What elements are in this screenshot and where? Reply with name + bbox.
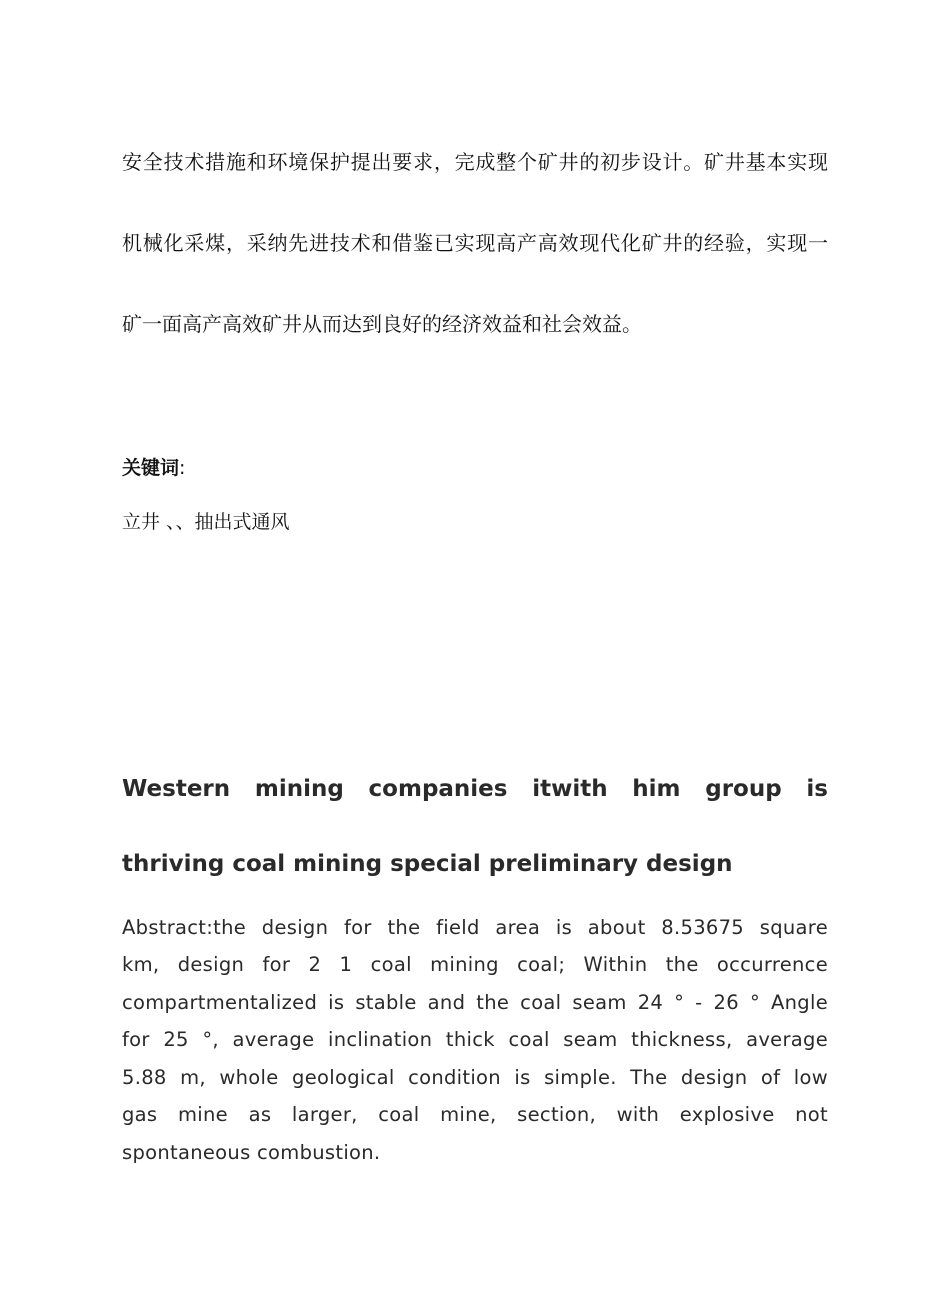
chinese-abstract-line: 矿一面高产高效矿井从而达到良好的经济效益和社会效益。 (122, 312, 642, 336)
english-abstract-line: compartmentalized is stable and the coal seam 24 ° - 26 ° Angle (122, 991, 828, 1014)
english-abstract-line: Abstract:the design for the field area is about 8.53675 square (122, 916, 828, 939)
chinese-abstract-line: 机械化采煤，采纳先进技术和借鉴已实现高产高效现代化矿井的经验，实现一 (122, 231, 828, 255)
english-abstract-line: spontaneous combustion. (122, 1141, 381, 1164)
chinese-abstract-line: 安全技术措施和环境保护提出要求，完成整个矿井的初步设计。矿井基本实现 (122, 150, 828, 174)
english-abstract-line: km, design for 2 1 coal mining coal; Within the occurrence (122, 953, 828, 976)
keywords-value: 立井 、、抽出式通风 (122, 511, 290, 533)
keywords-label: 关键词 (122, 457, 180, 479)
english-title-line: Western mining companies itwith him group is (122, 776, 828, 802)
keywords-heading (122, 456, 185, 480)
english-abstract-line: gas mine as larger, coal mine, section, with explosive not (122, 1103, 828, 1126)
english-title-line: thriving coal mining special preliminary design (122, 851, 733, 877)
english-abstract-line: for 25 °, average inclination thick coal seam thickness, average (122, 1028, 828, 1051)
keywords-separator: : (179, 457, 186, 479)
english-abstract-line: 5.88 m, whole geological condition is simple. The design of low (122, 1066, 828, 1089)
